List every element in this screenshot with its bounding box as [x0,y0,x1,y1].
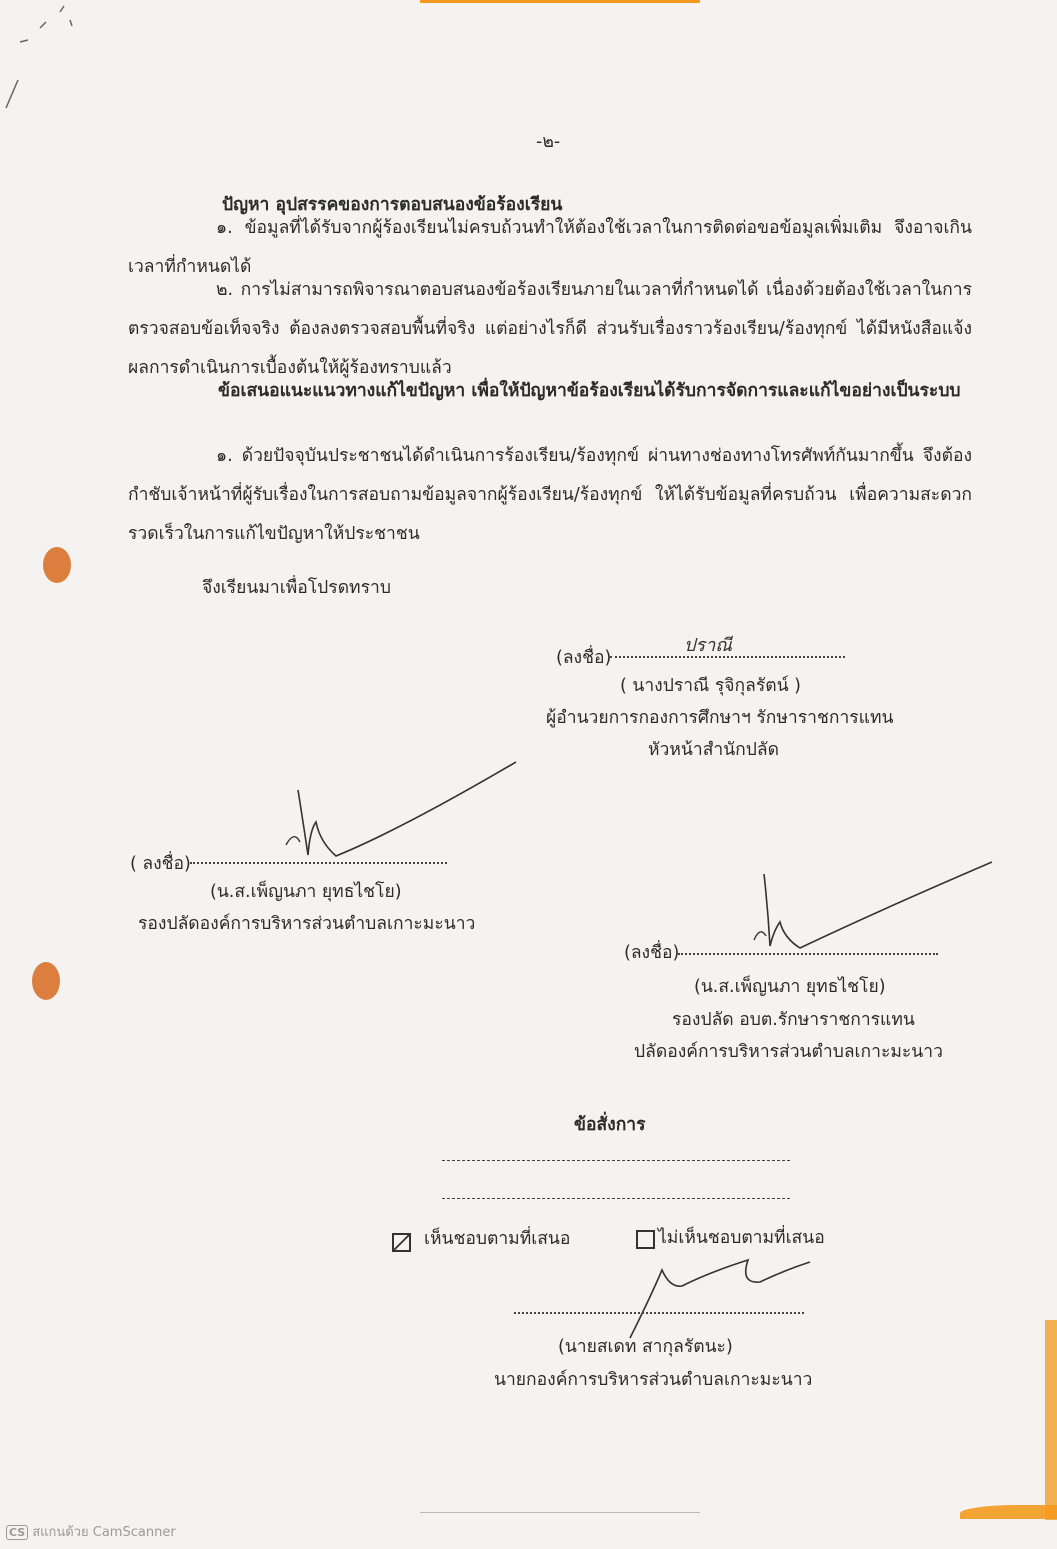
signer3-position-2: ปลัดองค์การบริหารส่วนตำบลเกาะมะนาว [634,1042,943,1062]
signer3-sign-line [678,953,938,955]
order-heading: ข้อสั่งการ [574,1115,646,1135]
approve-checkbox[interactable] [392,1233,411,1252]
signer3-signature [740,860,1000,960]
problems-item-2: ๒. การไม่สามารถพิจารณาตอบสนองข้อร้องเรียนภายในเวลาที่กำหนดได้ เนื่องด้วยต้องใช้เวลาในการตรวจสอบข้อเท็จจริง ต้องลงตรวจสอบพื้นที่จริง แต่อย่างไรก็ดี ส่วนรับเรื่องราวร้องเรียน/ร้องทุกข์ ได้มีหนังสือแจ้งผลการดำเนินการเบื้องต้นให้ผู้ร้องทราบแล้ว [128,280,972,378]
signer2-name: (น.ส.เพ็ญนภา ยุทธไชโย) [210,882,402,902]
signer4-position-1: นายกองค์การบริหารส่วนตำบลเกาะมะนาว [494,1370,813,1390]
suggestions-item-1: ๑. ด้วยปัจจุบันประชาชนได้ดำเนินการร้องเรียน/ร้องทุกข์ ผ่านทางช่องทางโทรศัพท์กันมากขึ้น จึงต้องกำชับเจ้าหน้าที่ผู้รับเรื่องในการสอบถามข้อมูลจากผู้ร้องเรียน/ร้องทุกข์ ให้ได้รับข้อมูลที่ครบถ้วน เพื่อความสะดวกรวดเร็วในการแก้ไขปัญหาให้ประชาชน [128,446,972,544]
signer2-position-1: รองปลัดองค์การบริหารส่วนตำบลเกาะมะนาว [138,914,476,934]
check-mark-icon [394,1235,409,1250]
camscanner-footer [6,1521,176,1542]
approve-label: เห็นชอบตามที่เสนอ [424,1229,571,1249]
camscanner-text: สแกนด้วย CamScanner [32,1525,176,1540]
signer4-name: (นายสเดท สากุลรัตนะ) [558,1337,733,1357]
signer4-sign-line [514,1312,804,1314]
stain-spot-2 [32,962,60,1000]
signer2-sign-line [190,862,447,864]
signer3-name: (น.ส.เพ็ญนภา ยุทธไชโย) [694,977,886,997]
suggestions-heading: ข้อเสนอแนะแนวทางแก้ไขปัญหา เพื่อให้ปัญหาข้อร้องเรียนได้รับการจัดการและแก้ไขอย่างเป็นระบบ [218,381,961,401]
scan-edge-top [420,0,700,3]
stain-spot-1 [43,547,71,583]
signer2-sign-label: ( ลงชื่อ) [130,854,191,874]
page-bottom-rule [420,1512,700,1513]
signer3-position-1: รองปลัด อบต.รักษาราชการแทน [672,1010,915,1030]
disapprove-label: ไม่เห็นชอบตามที่เสนอ [658,1228,825,1248]
scan-corner-marks [0,0,100,120]
scan-edge-bottom-right [960,1505,1057,1519]
problems-item-1: ๑. ข้อมูลที่ได้รับจากผู้ร้องเรียนไม่ครบถ้วนทำให้ต้องใช้เวลาในการติดต่อขอข้อมูลเพิ่มเติม จึงอาจเกินเวลาที่กำหนดได้ [128,218,972,277]
signer3-sign-label: (ลงชื่อ) [624,943,680,963]
order-line-2 [442,1198,790,1199]
problems-heading: ปัญหา อุปสรรคของการตอบสนองข้อร้องเรียน [222,195,563,215]
signer1-sign-label: (ลงชื่อ) [556,648,612,668]
disapprove-checkbox[interactable] [636,1230,655,1249]
signer1-handwritten-signature: ปราณี [684,635,732,656]
camscanner-logo: CS [6,1525,28,1540]
order-line-1 [442,1160,790,1161]
signer1-position-2: หัวหน้าสำนักปลัด [648,740,779,760]
scan-edge-right [1045,1320,1057,1520]
signer1-name: ( นางปราณี รุจิกุลรัตน์ ) [620,676,801,696]
signer2-signature [280,760,520,870]
closing-line: จึงเรียนมาเพื่อโปรดทราบ [202,578,391,598]
signer1-position-1: ผู้อำนวยการกองการศึกษาฯ รักษาราชการแทน [546,708,894,728]
page-number: -๒- [536,132,561,152]
